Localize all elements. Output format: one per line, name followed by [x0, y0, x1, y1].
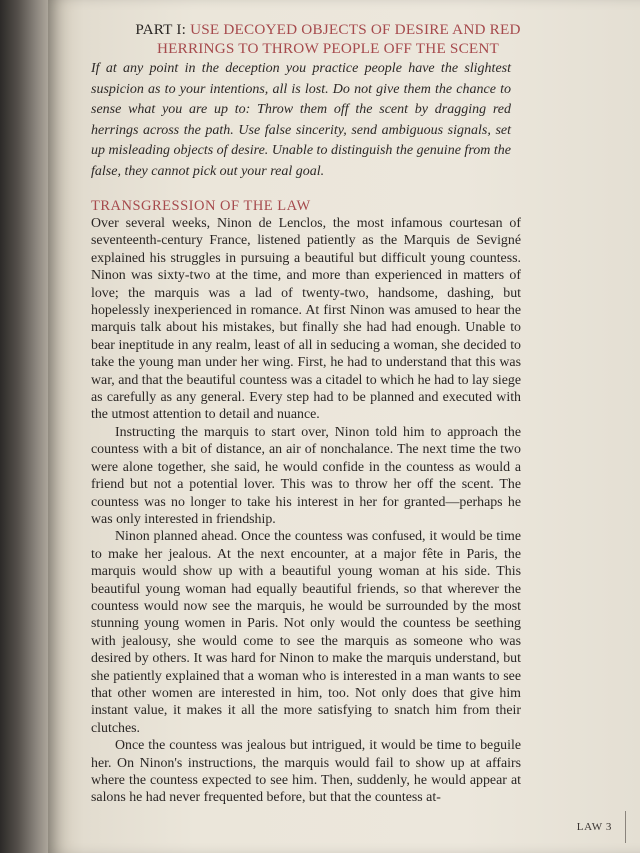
body-paragraph: Once the countess was jealous but intrigued, it would be time to beguile her. On Ninon's instructions, the marquis would fail to show up at affairs where the countess expected to see him. Then, suddenly, he would appear at salons he had never frequented before, but that the countess at-	[91, 738, 521, 806]
section-title: TRANSGRESSION OF THE LAW	[91, 198, 311, 214]
book-spine-edge	[0, 0, 52, 853]
part-heading	[108, 20, 548, 58]
book-page	[48, 0, 640, 853]
body-text	[91, 215, 521, 807]
intro-paragraph: If at any point in the deception you practice people have the slightest suspicion as to your intentions, all is lost. Do not give them the chance to sense what you are up to: Throw them off the scent by dragging red herrings across the path. Use false sincerity, send ambiguous signals, set up misleading objects of desire. Unable to distinguish the genuine from the false, they cannot pick out your real goal.	[91, 61, 511, 179]
body-paragraph: Ninon planned ahead. Once the countess was confused, it would be time to make her jealous. At the next encounter, at a major fête in Paris, the marquis would show up with a beautiful young woman at his side. This beautiful young woman had equally beautiful friends, so that wherever the countess would now see the marquis, he would be surrounded by the most stunning young women in Paris. Not only would the countess be seething with jealousy, she would come to see the marquis as someone who was desired by others. It was hard for Ninon to make the marquis understand, but she patiently explained that a woman who is interested in a man wants to see that other women are interested in him, too. Not only does that give him instant value, it makes it all the more satisfying to snatch him from their clutches.	[91, 529, 521, 736]
part-title: USE DECOYED OBJECTS OF DESIRE AND RED HERRINGS TO THROW PEOPLE OFF THE SCENT	[156, 21, 521, 57]
part-label: PART I:	[135, 21, 187, 38]
page-folio: LAW 3	[576, 821, 612, 833]
folio-divider	[625, 811, 626, 843]
body-paragraph: Over several weeks, Ninon de Lenclos, the most infamous courtesan of seventeenth-century France, listened patiently as the Marquis de Sevigné explained his struggles in pursuing a beautiful but difficult young countess. Ninon was sixty-two at the time, and more than experienced in matters of love; the marquis was a lad of twenty-two, handsome, dashing, but hopelessly inexperienced in romance. At first Ninon was amused to hear the marquis talk about his mistakes, but finally she had had enough. Unable to bear ineptitude in any realm, least of all in seducing a woman, she decided to take the young man under her wing. First, he had to understand that this was war, and that the beautiful countess was a citadel to which he had to lay siege as carefully as any general. Every step had to be planned and executed with the utmost attention to detail and nuance.	[91, 216, 521, 423]
body-paragraph: Instructing the marquis to start over, Ninon told him to approach the countess with a bit of distance, an air of nonchalance. The next time the two were alone together, she said, he would confide in the countess as would a friend but not a potential lover. This was to throw her off the scent. The countess was no longer to take his interest in her for granted—perhaps he was only interested in friendship.	[91, 424, 521, 527]
